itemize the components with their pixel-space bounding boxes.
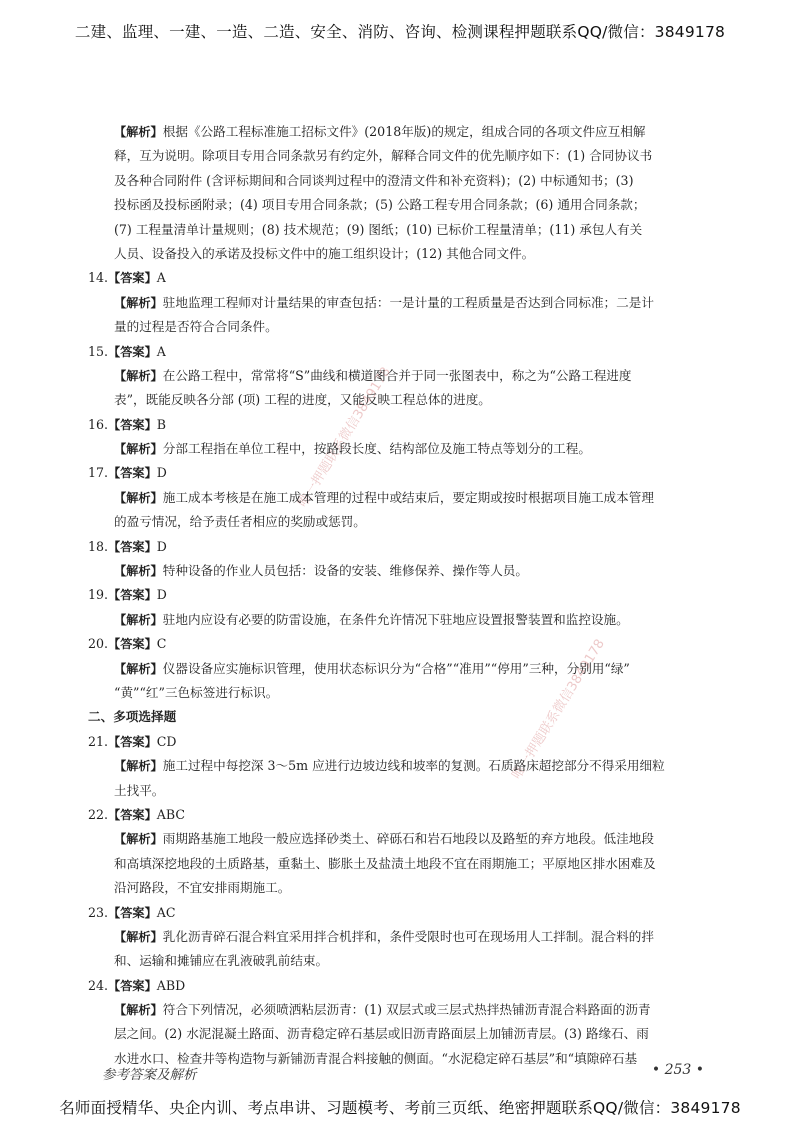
answer-line — [88, 730, 720, 754]
line-text: D — [156, 538, 167, 554]
answer-label: 【答案】 — [108, 588, 157, 603]
line-text: 层之间。(2) 水泥混凝土路面、沥青稳定碎石基层或旧沥青路面层上加铺沥青层。(3) 路缘石、雨 — [114, 1026, 649, 1042]
analysis-label: 【解析】 — [114, 929, 163, 944]
analysis-label: 【解析】 — [114, 661, 163, 676]
watermark: 唯一押题联系微信3849178 — [295, 364, 394, 511]
line-text: 土找平。 — [114, 782, 165, 798]
question-number: 23. — [88, 904, 109, 920]
analysis-label: 【解析】 — [114, 1003, 163, 1018]
explanation-line — [88, 120, 720, 144]
line-text: 和高填深挖地段的土质路基，重黏土、膨胀土及盐渍土地段不宜在雨期施工；平原地区排水困难及 — [114, 855, 656, 871]
line-text: 雨期路基施工地段一般应选择砂类土、碎砾石和岩石地段以及路堑的弃方地段。低洼地段 — [162, 831, 654, 847]
explanation-line — [88, 925, 720, 949]
explanation-line — [88, 510, 720, 534]
explanation-line — [88, 608, 720, 632]
analysis-label: 【解析】 — [114, 564, 163, 579]
analysis-label: 【解析】 — [114, 832, 163, 847]
answer-label: 【答案】 — [108, 978, 157, 993]
question-number: 16. — [88, 416, 109, 432]
answer-line — [88, 340, 720, 364]
explanation-line — [88, 998, 720, 1022]
analysis-label: 【解析】 — [114, 442, 163, 457]
line-text: 根据《公路工程标准施工招标文件》(2018年版)的规定，组成合同的各项文件应互相解 — [162, 124, 646, 139]
question-number: 20. — [88, 636, 109, 652]
answer-label: 【答案】 — [108, 271, 157, 286]
explanation-line — [88, 291, 720, 315]
explanation-line — [88, 827, 720, 851]
explanation-line — [88, 1022, 720, 1046]
analysis-label: 【解析】 — [114, 759, 163, 774]
answer-line — [88, 535, 720, 559]
explanation-line — [88, 876, 720, 900]
answer-line — [88, 803, 720, 827]
line-text: 人员、设备投入的承诺及投标文件中的施工组织设计；(12) 其他合同文件。 — [114, 245, 535, 261]
answer-line — [88, 583, 720, 607]
line-text: 施工过程中每挖深 3～5m 应进行边坡边线和坡率的复测。石质路床超挖部分不得采用细粒 — [162, 758, 665, 774]
question-number: 22. — [88, 806, 109, 822]
answer-label: 【答案】 — [108, 344, 157, 359]
top-banner: 二建、监理、一建、一造、二造、安全、消防、咨询、检测课程押题联系QQ/微信：3849178 — [74, 23, 726, 41]
answer-line — [88, 632, 720, 656]
question-number: 21. — [88, 733, 109, 749]
line-text: AC — [156, 904, 176, 920]
question-number: 18. — [88, 538, 109, 554]
analysis-label: 【解析】 — [114, 368, 163, 383]
line-text: ABD — [156, 977, 186, 993]
explanation-line — [88, 193, 720, 217]
explanation-line — [88, 779, 720, 803]
explanation-line — [88, 169, 720, 193]
section-heading — [88, 705, 720, 729]
line-text: 及各种合同附件 (含评标期间和合同谈判过程中的澄清文件和补充资料)；(2) 中标通知书；(3) — [114, 172, 634, 188]
explanation-line — [88, 315, 720, 339]
line-text: 施工成本考核是在施工成本管理的过程中或结束后，要定期或按时根据项目施工成本管理 — [162, 489, 654, 505]
answer-content — [88, 120, 720, 1071]
line-text: 在公路工程中，常常将“S”曲线和横道图合并于同一张图表中，称之为“公路工程进度 — [162, 367, 632, 383]
explanation-line — [88, 486, 720, 510]
question-number: 17. — [88, 465, 109, 481]
explanation-line — [88, 657, 720, 681]
answer-label: 【答案】 — [108, 637, 157, 652]
question-number: 15. — [88, 343, 109, 359]
line-text: 驻地内应设有必要的防雷设施，在条件允许情况下驻地应设置报警装置和监控设施。 — [162, 611, 629, 627]
answer-line — [88, 413, 720, 437]
line-text: 分部工程指在单位工程中，按路段长度、结构部位及施工特点等划分的工程。 — [162, 441, 591, 457]
watermark: 唯一押题联系微信3849178 — [509, 636, 608, 783]
line-text: 释，互为说明。除项目专用合同条款另有约定外，解释合同文件的优先顺序如下：(1) 合同协议书 — [114, 148, 653, 164]
answer-label: 【答案】 — [108, 466, 157, 481]
line-text: B — [156, 416, 167, 432]
analysis-label: 【解析】 — [114, 295, 163, 310]
analysis-label: 【解析】 — [114, 125, 163, 139]
line-text: 水进水口、检查井等构造物与新铺沥青混合料接触的侧面。“水泥稳定碎石基层”和“填隙碎石基 — [114, 1050, 638, 1066]
analysis-label: 【解析】 — [114, 612, 163, 627]
line-text: 的盈亏情况，给予责任者相应的奖励或惩罚。 — [114, 514, 366, 530]
explanation-line — [88, 218, 720, 242]
answer-label: 【答案】 — [108, 417, 157, 432]
analysis-label: 【解析】 — [114, 490, 163, 505]
explanation-line — [88, 559, 720, 583]
line-text: CD — [156, 733, 177, 749]
answer-line — [88, 266, 720, 290]
line-text: 乳化沥青碎石混合料宜采用拌合机拌和，条件受限时也可在现场用人工拌制。混合料的拌 — [162, 928, 654, 944]
line-text: 和、运输和摊铺应在乳液破乳前结束。 — [114, 953, 329, 969]
question-number: 24. — [88, 977, 109, 993]
explanation-line — [88, 388, 720, 412]
answer-line — [88, 461, 720, 485]
answer-line — [88, 901, 720, 925]
line-text: 投标函及投标函附录；(4) 项目专用合同条款；(5) 公路工程专用合同条款；(6) 通用合同条款； — [114, 197, 646, 213]
page-number: • 253 • — [651, 1062, 704, 1078]
line-text: 量的过程是否符合合同条件。 — [114, 319, 278, 335]
explanation-line — [88, 437, 720, 461]
answer-label: 【答案】 — [108, 807, 157, 822]
line-text: D — [156, 465, 167, 481]
line-text: 特种设备的作业人员包括：设备的安装、维修保养、操作等人员。 — [162, 563, 528, 579]
explanation-line — [88, 364, 720, 388]
answer-label: 【答案】 — [108, 539, 157, 554]
line-text: A — [156, 270, 166, 286]
line-text: 表”，既能反映各分部 (项) 工程的进度，又能反映工程总体的进度。 — [114, 392, 491, 408]
answer-label: 【答案】 — [108, 905, 157, 920]
answer-line — [88, 974, 720, 998]
line-text: 二、多项选择题 — [88, 709, 177, 725]
line-text: 符合下列情况，必须喷洒粘层沥青：(1) 双层式或三层式热拌热铺沥青混合料路面的沥青 — [162, 1002, 651, 1018]
line-text: 仪器设备应实施标识管理，使用状态标识分为“合格”“准用”“停用”三种，分别用“绿” — [162, 660, 630, 676]
line-text: A — [156, 343, 166, 359]
explanation-line — [88, 242, 720, 266]
line-text: “黄”“红”三色标签进行标识。 — [114, 684, 279, 700]
question-number: 19. — [88, 587, 109, 603]
explanation-line — [88, 681, 720, 705]
footer-section-title: 参考答案及解析 — [102, 1067, 197, 1083]
line-text: C — [156, 636, 167, 652]
line-text: 驻地监理工程师对计量结果的审查包括：一是计量的工程质量是否达到合同标准；二是计 — [162, 294, 654, 310]
line-text: (7) 工程量清单计量规则；(8) 技术规范；(9) 图纸；(10) 已标价工程量清单；(11) 承包人有关 — [114, 221, 643, 237]
question-number: 14. — [88, 270, 109, 286]
line-text: D — [156, 587, 167, 603]
explanation-line — [88, 144, 720, 168]
explanation-line — [88, 852, 720, 876]
line-text: ABC — [156, 806, 186, 822]
explanation-line — [88, 949, 720, 973]
explanation-line — [88, 754, 720, 778]
bottom-banner: 名师面授精华、央企内训、考点串讲、习题模考、考前三页纸、绝密押题联系QQ/微信：3849178 — [59, 1099, 741, 1117]
line-text: 沿河路段，不宜安排雨期施工。 — [114, 880, 291, 896]
answer-label: 【答案】 — [108, 734, 157, 749]
